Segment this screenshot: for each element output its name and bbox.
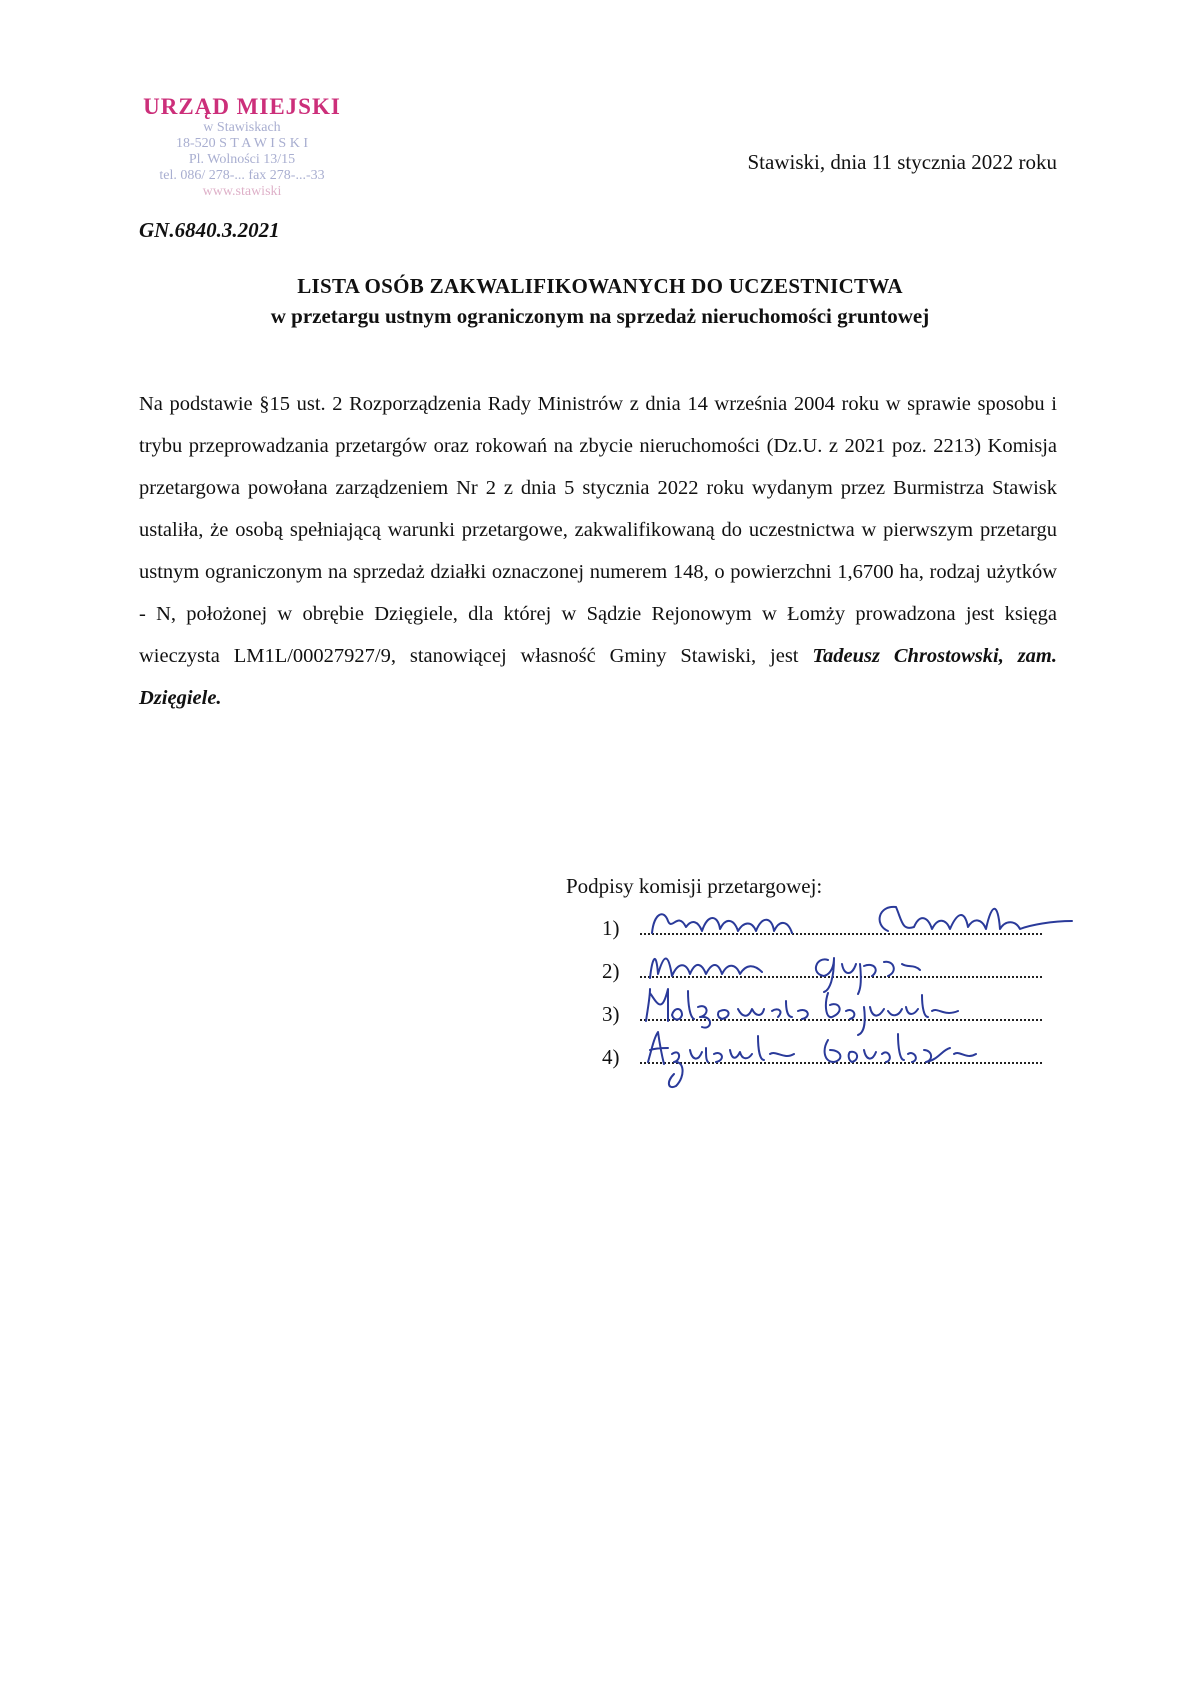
document-subtitle: w przetargu ustnym ograniczonym na sprzedaż nieruchomości gruntowej (270, 304, 930, 328)
office-stamp (108, 94, 376, 200)
handwritten-signature (602, 1020, 1122, 1080)
qualified-person: Tadeusz Chrostowski, zam. Dzięgiele. (139, 645, 1058, 709)
signature-number: 4) (602, 1045, 620, 1069)
document-date: Stawiski, dnia 11 stycznia 2022 roku (747, 150, 1057, 174)
signature-row (602, 1034, 1042, 1074)
stamp-line: Pl. Wolności 13/15 (188, 152, 296, 167)
stamp-line: www.stawiski (202, 184, 282, 199)
reference-number: GN.6840.3.2021 (139, 218, 280, 242)
stamp-line: 18-520 S T A W I S K I (176, 136, 308, 151)
signature-number: 2) (602, 959, 620, 983)
body-paragraph (139, 383, 1057, 719)
body-text: Na podstawie §15 ust. 2 Rozporządzenia Rady Ministrów z dnia 14 września 2004 roku w sprawie sposobu i trybu przeprowadzania przetargów oraz rokowań na zbycie nieruchomości (Dz.U. z 2021 poz. 2213) Komisja przetargowa powołana zarządzeniem Nr 2 z dnia 5 stycznia 2022 roku wydanym przez Burmistrza Stawisk ustaliła, że osobą spełniającą warunki przetargowe, zakwalifikowaną do uczestnictwa w pierwszym przetargu ustnym ograniczonym na sprzedaż działki oznaczonej numerem 148, o powierzchni 1,6700 ha, rodzaj użytków - N, położonej w obrębie Dzięgiele, dla której w Sądzie Rejonowym w Łomży prowadzona jest księga wieczysta LM1L/00027927/9, stanowiącej własność Gminy Stawiski, jest (139, 393, 1057, 667)
stamp-line: w Stawiskach (203, 120, 281, 135)
signatures-heading: Podpisy komisji przetargowej: (566, 874, 823, 898)
document-title: LISTA OSÓB ZAKWALIFIKOWANYCH DO UCZESTNICTWA (297, 274, 903, 298)
stamp-title: URZĄD MIEJSKI (143, 94, 341, 119)
signature-number: 1) (602, 916, 620, 940)
signature-number: 3) (602, 1002, 620, 1026)
stamp-line: tel. 086/ 278-... fax 278-...-33 (159, 168, 325, 183)
